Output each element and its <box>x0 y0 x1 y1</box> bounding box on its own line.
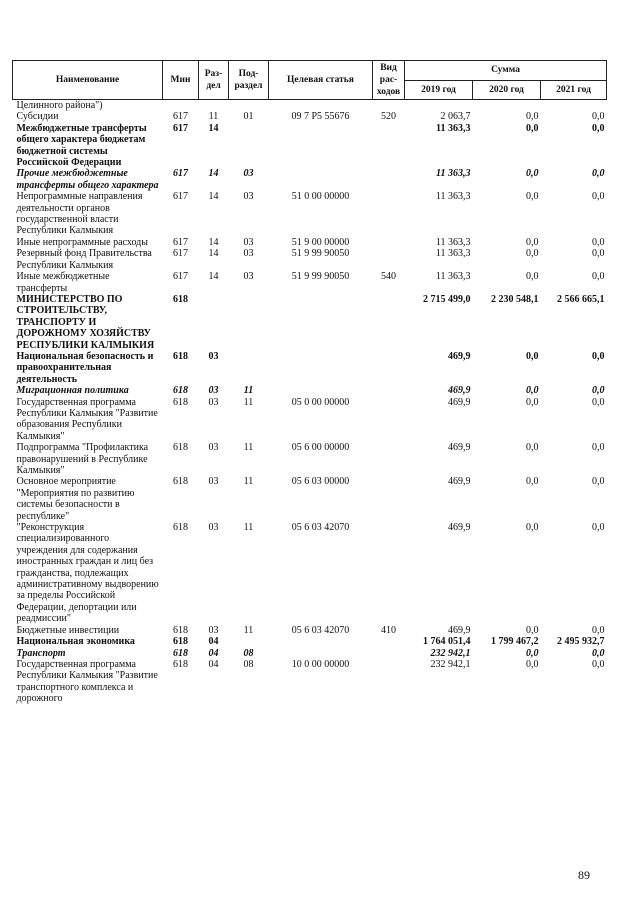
cell-y2019 <box>405 100 473 112</box>
cell-name: Непрограммные направления деятельности органов государственной власти Республики Калмыкия <box>16 191 143 237</box>
cell-y2020: 0,0 <box>526 385 539 397</box>
cell-vid <box>373 636 405 647</box>
cell-min: 617 <box>173 122 188 134</box>
table-row <box>13 168 607 191</box>
header-2020: 2020 год <box>473 80 541 100</box>
cell-name: "Реконструкция специализированного учреждения для содержания иностранных граждан и лиц без гражданства, подлежащих административному выдворению за пределы Российской Федерации, депортации или реадмиссии" <box>16 522 159 625</box>
cell-podrazdel: 11 <box>243 442 254 454</box>
cell-vid: 540 <box>381 271 396 283</box>
cell-y2021: 0,0 <box>592 168 605 180</box>
cell-y2020: 0,0 <box>526 396 539 408</box>
cell-target <box>269 648 373 659</box>
cell-podrazdel <box>229 351 269 385</box>
cell-y2020: 0,0 <box>526 647 539 659</box>
cell-y2020 <box>473 100 541 112</box>
cell-min: 618 <box>173 385 188 397</box>
cell-min: 618 <box>173 442 188 454</box>
cell-y2021 <box>541 100 607 112</box>
cell-y2020: 0,0 <box>526 236 539 248</box>
table-row <box>13 636 607 647</box>
cell-podrazdel: 03 <box>243 168 254 180</box>
cell-vid <box>373 168 405 191</box>
cell-y2020: 0,0 <box>526 350 539 362</box>
cell-target <box>269 385 373 396</box>
cell-min: 617 <box>173 191 188 203</box>
cell-razdel: 14 <box>208 248 219 260</box>
header-target: Целевая статья <box>269 61 373 100</box>
cell-y2021: 0,0 <box>592 236 605 248</box>
cell-podrazdel: 03 <box>243 236 254 248</box>
budget-table-container <box>12 60 606 705</box>
cell-podrazdel <box>229 100 269 112</box>
table-row <box>13 659 607 705</box>
cell-vid <box>373 191 405 237</box>
cell-vid <box>373 351 405 385</box>
cell-razdel: 11 <box>208 111 219 123</box>
cell-razdel: 03 <box>208 385 219 397</box>
cell-y2021: 0,0 <box>592 442 605 454</box>
cell-y2019: 2 715 499,0 <box>423 293 471 305</box>
cell-target: 05 0 00 00000 <box>291 396 350 408</box>
cell-podrazdel: 11 <box>243 385 254 397</box>
cell-razdel: 14 <box>208 168 219 180</box>
cell-podrazdel <box>229 294 269 351</box>
cell-y2019: 11 363,3 <box>435 236 471 248</box>
cell-y2021: 2 566 665,1 <box>557 293 605 305</box>
cell-podrazdel <box>229 123 269 169</box>
cell-vid <box>373 522 405 625</box>
cell-y2021: 0,0 <box>592 191 605 203</box>
table-header <box>13 61 607 100</box>
cell-target <box>269 168 373 191</box>
cell-podrazdel: 11 <box>243 624 254 636</box>
cell-y2020: 1 799 467,2 <box>491 636 539 648</box>
cell-vid <box>373 385 405 396</box>
cell-min <box>163 100 199 112</box>
cell-y2019: 469,9 <box>448 476 471 488</box>
cell-y2019: 11 363,3 <box>435 248 471 260</box>
table-row <box>13 237 607 248</box>
cell-min: 617 <box>173 236 188 248</box>
cell-min: 618 <box>173 636 188 648</box>
cell-name: Государственная программа Республики Калмыкия "Развитие образования Республики Калмыкия" <box>16 396 158 442</box>
table-row <box>13 351 607 385</box>
cell-y2020: 0,0 <box>526 658 539 670</box>
cell-y2019: 469,9 <box>448 442 471 454</box>
cell-min: 618 <box>173 293 188 305</box>
cell-target: 05 6 00 00000 <box>291 442 350 454</box>
cell-y2021: 0,0 <box>592 350 605 362</box>
cell-razdel: 04 <box>208 647 219 659</box>
cell-min: 618 <box>173 624 188 636</box>
cell-vid <box>373 123 405 169</box>
table-row <box>13 625 607 636</box>
budget-table <box>12 60 607 705</box>
page-number: 89 <box>578 868 590 882</box>
cell-y2019: 469,9 <box>448 385 471 397</box>
cell-y2020: 0,0 <box>526 191 539 203</box>
cell-y2019: 11 363,3 <box>435 191 471 203</box>
cell-target <box>269 100 373 112</box>
cell-y2020: 0,0 <box>526 522 539 534</box>
cell-podrazdel <box>229 636 269 647</box>
table-row <box>13 248 607 271</box>
cell-razdel: 03 <box>208 350 219 362</box>
cell-vid <box>373 248 405 271</box>
header-razdel: Раз-дел <box>199 61 229 100</box>
cell-vid <box>373 237 405 248</box>
header-vid: Вид рас-ходов <box>373 61 405 100</box>
cell-y2021: 0,0 <box>592 248 605 260</box>
cell-name: Национальная безопасность и правоохранительная деятельность <box>16 350 154 385</box>
cell-razdel: 14 <box>208 236 219 248</box>
table-row <box>13 271 607 294</box>
cell-y2021: 0,0 <box>592 271 605 283</box>
table-body <box>13 100 607 705</box>
cell-podrazdel: 03 <box>243 191 254 203</box>
cell-name: Целинного района") <box>16 100 103 111</box>
cell-min: 617 <box>173 248 188 260</box>
cell-name: Межбюджетные трансферты общего характера бюджетам бюджетной системы Российской Федерации <box>16 122 147 169</box>
cell-y2019: 11 363,3 <box>435 271 471 283</box>
cell-min: 618 <box>173 522 188 534</box>
cell-vid <box>373 648 405 659</box>
cell-podrazdel: 11 <box>243 396 254 408</box>
cell-podrazdel: 03 <box>243 248 254 260</box>
cell-y2019: 469,9 <box>448 396 471 408</box>
cell-name: Прочие межбюджетные трансферты общего характера <box>16 168 159 191</box>
cell-vid: 520 <box>381 111 396 123</box>
cell-razdel: 14 <box>208 271 219 283</box>
header-podrazdel: Под-раздел <box>229 61 269 100</box>
cell-name: Транспорт <box>16 647 66 659</box>
cell-y2019: 1 764 051,4 <box>423 636 471 648</box>
cell-target: 51 9 99 90050 <box>291 271 350 283</box>
cell-razdel <box>199 294 229 351</box>
cell-razdel: 03 <box>208 624 219 636</box>
cell-min: 617 <box>173 111 188 123</box>
cell-razdel: 04 <box>208 658 219 670</box>
cell-target: 51 9 00 00000 <box>291 236 350 248</box>
cell-target: 05 6 03 00000 <box>291 476 350 488</box>
table-row <box>13 648 607 659</box>
cell-y2021: 0,0 <box>592 476 605 488</box>
cell-name: МИНИСТЕРСТВО ПО СТРОИТЕЛЬСТВУ, ТРАНСПОРТУ И ДОРОЖНОМУ ХОЗЯЙСТВУ РЕСПУБЛИКИ КАЛМЫКИЯ <box>16 293 155 351</box>
cell-y2021: 0,0 <box>592 111 605 123</box>
cell-name: Резервный фонд Правительства Республики Калмыкия <box>16 248 152 271</box>
cell-y2020: 0,0 <box>526 624 539 636</box>
header-min: Мин <box>163 61 199 100</box>
cell-y2019: 11 363,3 <box>436 168 471 180</box>
cell-target: 05 6 03 42070 <box>291 624 350 636</box>
header-name: Наименование <box>13 61 163 100</box>
cell-razdel: 14 <box>208 191 219 203</box>
cell-y2021: 0,0 <box>592 122 605 134</box>
cell-podrazdel: 08 <box>243 647 254 659</box>
cell-y2019: 469,9 <box>448 624 471 636</box>
cell-razdel: 03 <box>208 522 219 534</box>
cell-y2020: 0,0 <box>526 271 539 283</box>
table-row <box>13 191 607 237</box>
header-2019: 2019 год <box>405 80 473 100</box>
cell-name: Национальная экономика <box>16 636 135 648</box>
cell-y2020: 0,0 <box>526 111 539 123</box>
cell-target: 09 7 P5 55676 <box>291 111 350 123</box>
cell-y2021: 0,0 <box>592 647 605 659</box>
cell-vid <box>373 659 405 705</box>
cell-y2019: 469,9 <box>448 522 471 534</box>
cell-target: 10 0 00 00000 <box>291 658 350 670</box>
cell-y2019: 232 942,1 <box>430 658 471 670</box>
cell-razdel: 03 <box>208 476 219 488</box>
cell-name: Государственная программа Республики Калмыкия "Развитие транспортного комплекса и дорожного <box>16 658 158 705</box>
table-row <box>13 442 607 476</box>
cell-podrazdel: 11 <box>243 522 254 534</box>
cell-y2020: 0,0 <box>526 122 539 134</box>
header-2021: 2021 год <box>541 80 607 100</box>
cell-min: 618 <box>173 476 188 488</box>
table-row <box>13 476 607 522</box>
table-row <box>13 123 607 169</box>
cell-min: 618 <box>173 658 188 670</box>
cell-vid <box>373 294 405 351</box>
table-row <box>13 294 607 351</box>
cell-min: 618 <box>173 350 188 362</box>
cell-y2021: 0,0 <box>592 522 605 534</box>
cell-y2021: 2 495 932,7 <box>557 636 605 648</box>
cell-vid <box>373 476 405 522</box>
cell-min: 617 <box>173 271 188 283</box>
table-row <box>13 111 607 122</box>
table-row <box>13 100 607 112</box>
cell-y2020: 0,0 <box>526 168 539 180</box>
cell-name: Иные межбюджетные трансферты <box>16 271 110 294</box>
cell-target: 51 0 00 00000 <box>291 191 350 203</box>
cell-razdel: 03 <box>208 396 219 408</box>
cell-min: 617 <box>173 168 188 180</box>
cell-y2021: 0,0 <box>592 624 605 636</box>
cell-target <box>269 351 373 385</box>
cell-min: 618 <box>173 396 188 408</box>
cell-podrazdel: 03 <box>243 271 254 283</box>
cell-y2020: 0,0 <box>526 248 539 260</box>
table-row <box>13 522 607 625</box>
table-row <box>13 385 607 396</box>
cell-min: 618 <box>173 647 188 659</box>
cell-vid <box>373 442 405 476</box>
header-sum: Сумма <box>405 61 607 81</box>
cell-podrazdel: 11 <box>243 476 254 488</box>
cell-name: Субсидии <box>16 111 59 123</box>
cell-name: Иные непрограммные расходы <box>16 236 148 248</box>
table-row <box>13 397 607 443</box>
cell-y2019: 469,9 <box>448 350 471 362</box>
cell-y2019: 2 063,7 <box>440 111 471 123</box>
cell-name: Бюджетные инвестиции <box>16 624 120 636</box>
cell-razdel: 03 <box>208 442 219 454</box>
cell-target <box>269 123 373 169</box>
cell-y2020: 0,0 <box>526 476 539 488</box>
cell-y2020: 2 230 548,1 <box>491 293 539 305</box>
cell-podrazdel: 01 <box>243 111 254 123</box>
cell-target: 51 9 99 90050 <box>291 248 350 260</box>
cell-podrazdel: 08 <box>243 658 254 670</box>
cell-y2021: 0,0 <box>592 658 605 670</box>
cell-razdel: 04 <box>208 636 219 648</box>
cell-target: 05 6 03 42070 <box>291 522 350 534</box>
cell-vid: 410 <box>381 624 396 636</box>
cell-y2020: 0,0 <box>526 442 539 454</box>
cell-target <box>269 294 373 351</box>
cell-vid <box>373 100 405 112</box>
cell-y2019: 11 363,3 <box>436 122 471 134</box>
cell-y2019: 232 942,1 <box>430 647 471 659</box>
cell-name: Миграционная политика <box>16 385 129 397</box>
cell-razdel <box>199 100 229 112</box>
cell-y2021: 0,0 <box>592 385 605 397</box>
cell-name: Основное мероприятие "Мероприятия по развитию системы безопасности в республике" <box>16 476 135 522</box>
cell-target <box>269 636 373 647</box>
cell-vid <box>373 397 405 443</box>
cell-y2021: 0,0 <box>592 396 605 408</box>
cell-razdel: 14 <box>208 122 219 134</box>
cell-name: Подпрограмма "Профилактика правонарушений в Республике Калмыкия" <box>16 442 149 476</box>
